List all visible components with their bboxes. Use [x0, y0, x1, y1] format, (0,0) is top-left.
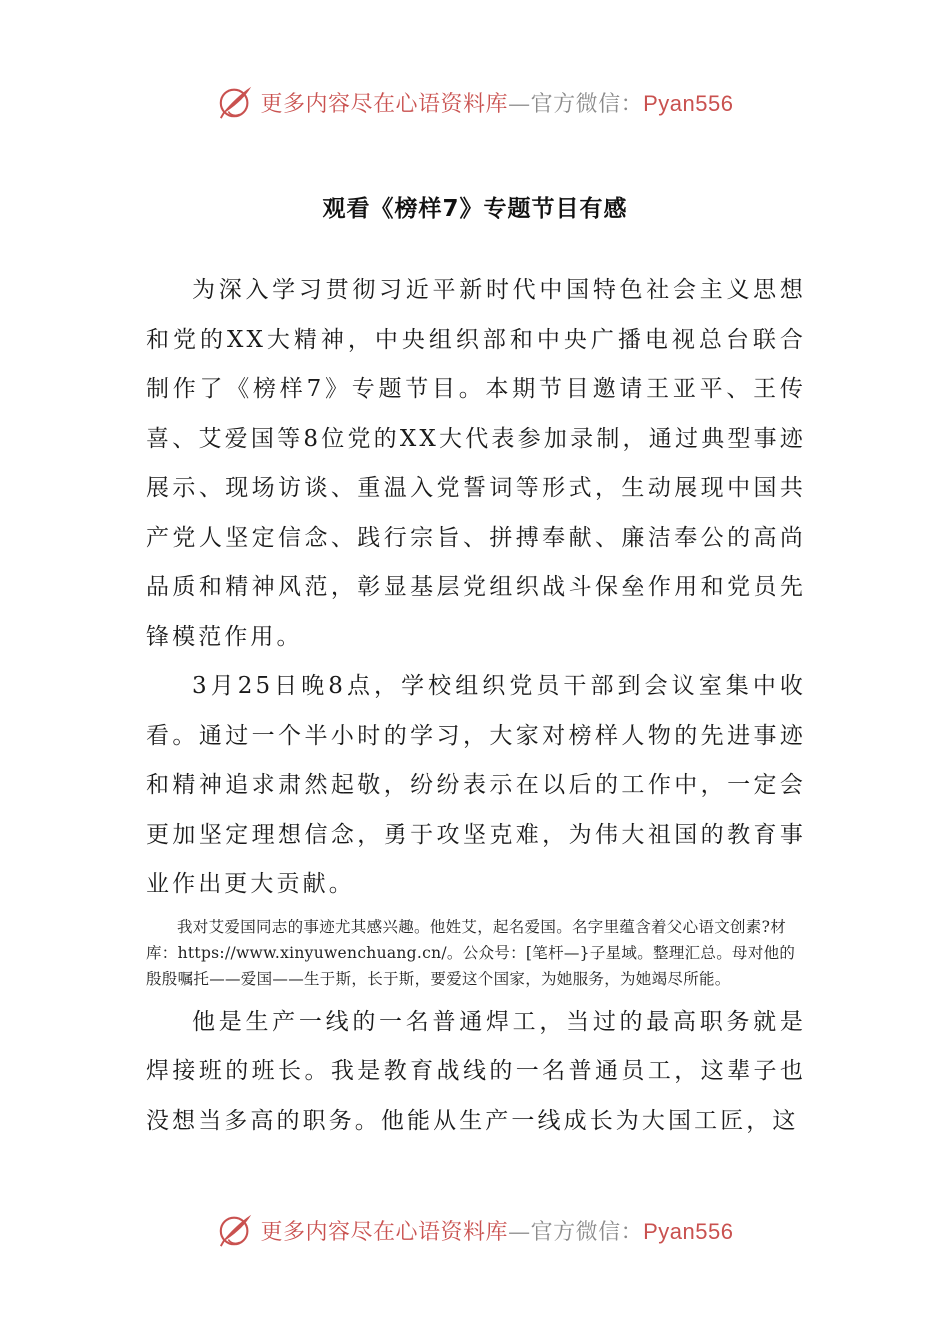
paragraph-2: 3月25日晚8点，学校组织党员干部到会议室集中收看。通过一个半小时的学习，大家对榜样人物的先进事迹和精神追求肃然起敬，纷纷表示在以后的工作中，一定会更加坚定理想信念，勇于攻坚克难，为伟大祖国的教育事业作出更大贡献。	[146, 673, 806, 897]
quill-logo-icon	[217, 1211, 255, 1249]
paragraph-1: 为深入学习贯彻习近平新时代中国特色社会主义思想和党的XX大精神，中央组织部和中央广播电视总台联合制作了《榜样7》专题节目。本期节目邀请王亚平、王传喜、艾爱国等8位党的XX大代表参加录制，通过典型事迹展示、现场访谈、重温入党誓词等形式，生动展现中国共产党人坚定信念、践行宗旨、拼搏奉献、廉洁奉公的高尚品质和精神风范，彰显基层党组织战斗保垒作用和党员先锋模范作用。	[146, 277, 806, 650]
banner-brand: 更多内容尽在心语资料库	[260, 1219, 509, 1245]
quill-logo-icon	[217, 83, 255, 121]
header-watermark-banner	[0, 82, 950, 122]
banner-text	[261, 1215, 734, 1246]
document-body	[146, 266, 806, 1146]
banner-text	[261, 87, 734, 118]
banner-wechat-label: 官方微信：	[530, 91, 644, 117]
banner-separator: —	[508, 1219, 531, 1245]
paragraph-3: 他是生产一线的一名普通焊工，当过的最高职务就是焊接班的班长。我是教育战线的一名普通员工，这辈子也没想当多高的职务。他能从生产一线成长为大国工匠，这	[146, 1008, 806, 1134]
banner-separator: —	[508, 91, 531, 117]
banner-wechat-label: 官方微信：	[530, 1219, 644, 1245]
banner-wechat-id: Pyan556	[643, 1218, 734, 1244]
banner-wechat-id: Pyan556	[643, 90, 734, 116]
document-title: 观看《榜样7》专题节目有感	[322, 196, 628, 222]
banner-brand: 更多内容尽在心语资料库	[260, 91, 509, 117]
inserted-note: 我对艾爱国同志的事迹尤其感兴趣。他姓艾，起名爱国。名字里蕴含着父心语文创素?材库：https://www.xinyuwenchuang.cn/。公众号：[笔杆—}子星域。整理汇总。母对他的殷殷嘱托——爱国——生于斯，长于斯，要爱这个国家，为她服务，为她竭尽所能。	[146, 917, 796, 988]
footer-watermark-banner	[0, 1210, 950, 1250]
